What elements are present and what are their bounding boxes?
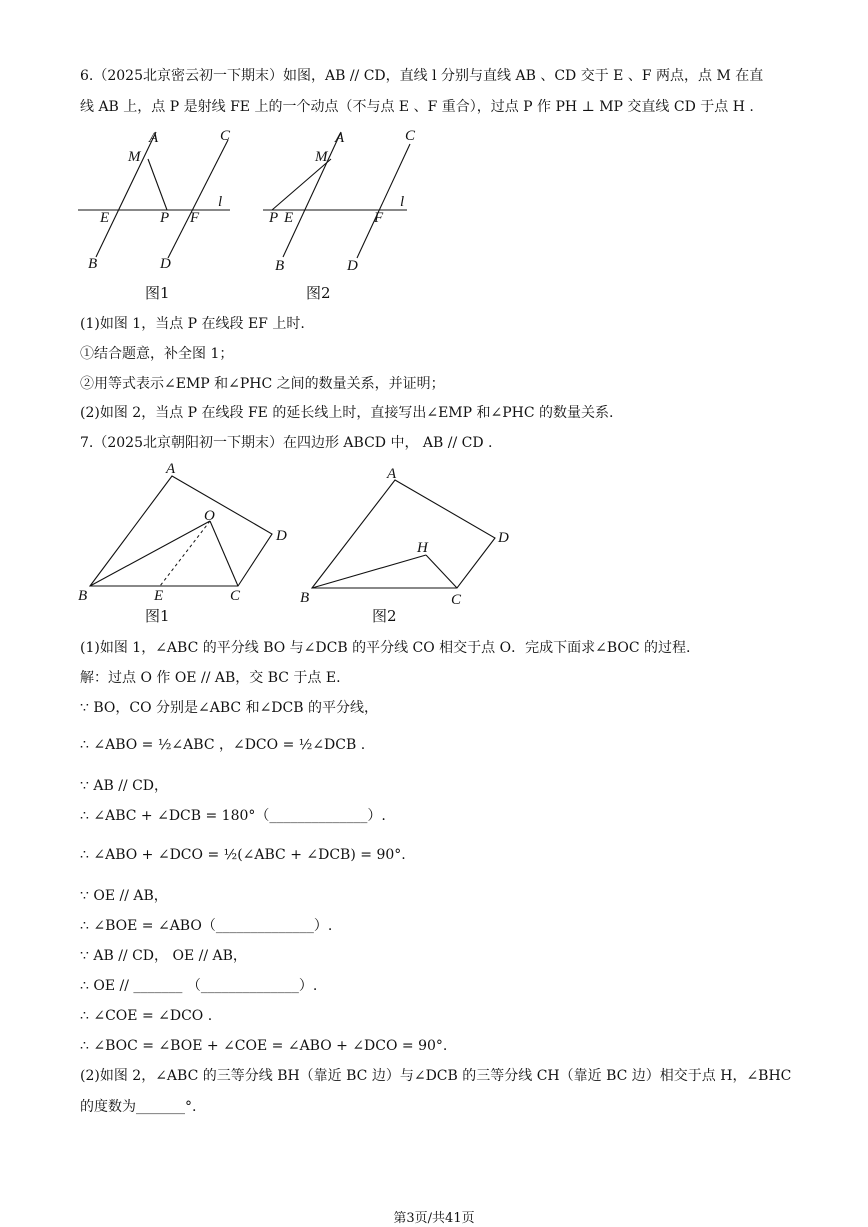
label-A: A [387, 466, 397, 482]
label-A: A [149, 130, 159, 146]
q6-stem-line2: 线 AB 上，点 P 是射线 FE 上的一个动点（不与点 E 、F 重合），过点 P 作 PH ⊥ MP 交直线 CD 于点 H . [80, 99, 754, 115]
label-E: E [154, 588, 164, 604]
q7-solution-line-0: 解：过点 O 作 OE // AB，交 BC 于点 E. [80, 670, 341, 686]
label-B: B [78, 588, 88, 604]
label-M: M [128, 149, 141, 165]
q7-solution-line-2: ∴ ∠ABO = ½∠ABC ，∠DCO = ½∠DCB . [80, 737, 366, 753]
q7-solution-line-1: ∵ BO，CO 分别是∠ABC 和∠DCB 的平分线， [80, 700, 378, 716]
q7-fig2-caption: 图2 [372, 607, 397, 625]
label-D: D [498, 530, 509, 546]
label-D: D [276, 528, 287, 544]
label-H: H [417, 540, 428, 556]
label-B: B [300, 590, 310, 606]
label-C: C [230, 588, 241, 604]
q7-fig1-caption: 图1 [145, 607, 170, 625]
q7-solution-line-8: ∵ AB // CD， OE // AB， [80, 948, 247, 964]
label-A: A [335, 130, 345, 146]
q6-part1: (1)如图 1，当点 P 在线段 EF 上时. [80, 316, 305, 332]
label-l: l [218, 194, 223, 210]
label-C: C [405, 128, 416, 144]
q6-part1-a: ①结合题意，补全图 1； [80, 346, 234, 362]
label-F: F [374, 210, 384, 226]
label-P: P [269, 210, 279, 226]
q6-part2: (2)如图 2，当点 P 在线段 FE 的延长线上时，直接写出∠EMP 和∠PHC 的数量关系. [80, 405, 614, 421]
q7-solution-line-4: ∴ ∠ABC + ∠DCB = 180°（______________）. [80, 808, 386, 824]
q7-solution-line-3: ∵ AB // CD， [80, 778, 169, 794]
label-M: M [315, 149, 328, 165]
label-l: l [400, 194, 405, 210]
q7-stem: 7.（2025北京朝阳初一下期末）在四边形 ABCD 中， AB // CD . [80, 435, 493, 451]
label-D: D [347, 258, 358, 274]
label-D: D [160, 256, 171, 272]
q7-part2-line2: 的度数为_______°. [80, 1099, 197, 1115]
q7-figure-1 [70, 458, 300, 608]
q6-fig2-caption: 图2 [306, 284, 331, 302]
q6-fig1-caption: 图1 [145, 284, 170, 302]
q7-solution-line-7: ∴ ∠BOE = ∠ABO（______________）. [80, 918, 333, 934]
label-O: O [204, 508, 215, 524]
label-C: C [451, 592, 462, 608]
q7-solution-line-9: ∴ OE // _______ （______________）. [80, 978, 318, 994]
q6-stem-line1: 6.（2025北京密云初一下期末）如图，AB // CD，直线 l 分别与直线 AB 、CD 交于 E 、F 两点，点 M 在直 [80, 68, 764, 84]
label-A: A [166, 461, 176, 477]
label-B: B [275, 258, 285, 274]
q6-figure-1 [70, 122, 250, 282]
label-E: E [100, 210, 110, 226]
q7-part1: (1)如图 1，∠ABC 的平分线 BO 与∠DCB 的平分线 CO 相交于点 O．完成下面求∠BOC 的过程. [80, 640, 691, 656]
label-P: P [160, 210, 170, 226]
q7-figure-2 [295, 458, 525, 608]
q7-part2-line1: (2)如图 2，∠ABC 的三等分线 BH（靠近 BC 边）与∠DCB 的三等分线 CH（靠近 BC 边）相交于点 H，∠BHC [80, 1068, 792, 1084]
q7-solution-line-5: ∴ ∠ABO + ∠DCO = ½(∠ABC + ∠DCB) = 90°. [80, 847, 406, 863]
q7-solution-line-11: ∴ ∠BOC = ∠BOE + ∠COE = ∠ABO + ∠DCO = 90°. [80, 1038, 448, 1054]
q6-figure-2 [255, 122, 425, 282]
page-footer: 第3页/共41页 [393, 1211, 475, 1226]
label-E: E [284, 210, 294, 226]
label-C: C [220, 128, 231, 144]
q6-part1-b: ②用等式表示∠EMP 和∠PHC 之间的数量关系，并证明； [80, 376, 445, 392]
q7-solution-line-6: ∵ OE // AB， [80, 888, 168, 904]
q7-solution-line-10: ∴ ∠COE = ∠DCO . [80, 1008, 213, 1024]
label-F: F [190, 210, 200, 226]
label-B: B [88, 256, 98, 272]
